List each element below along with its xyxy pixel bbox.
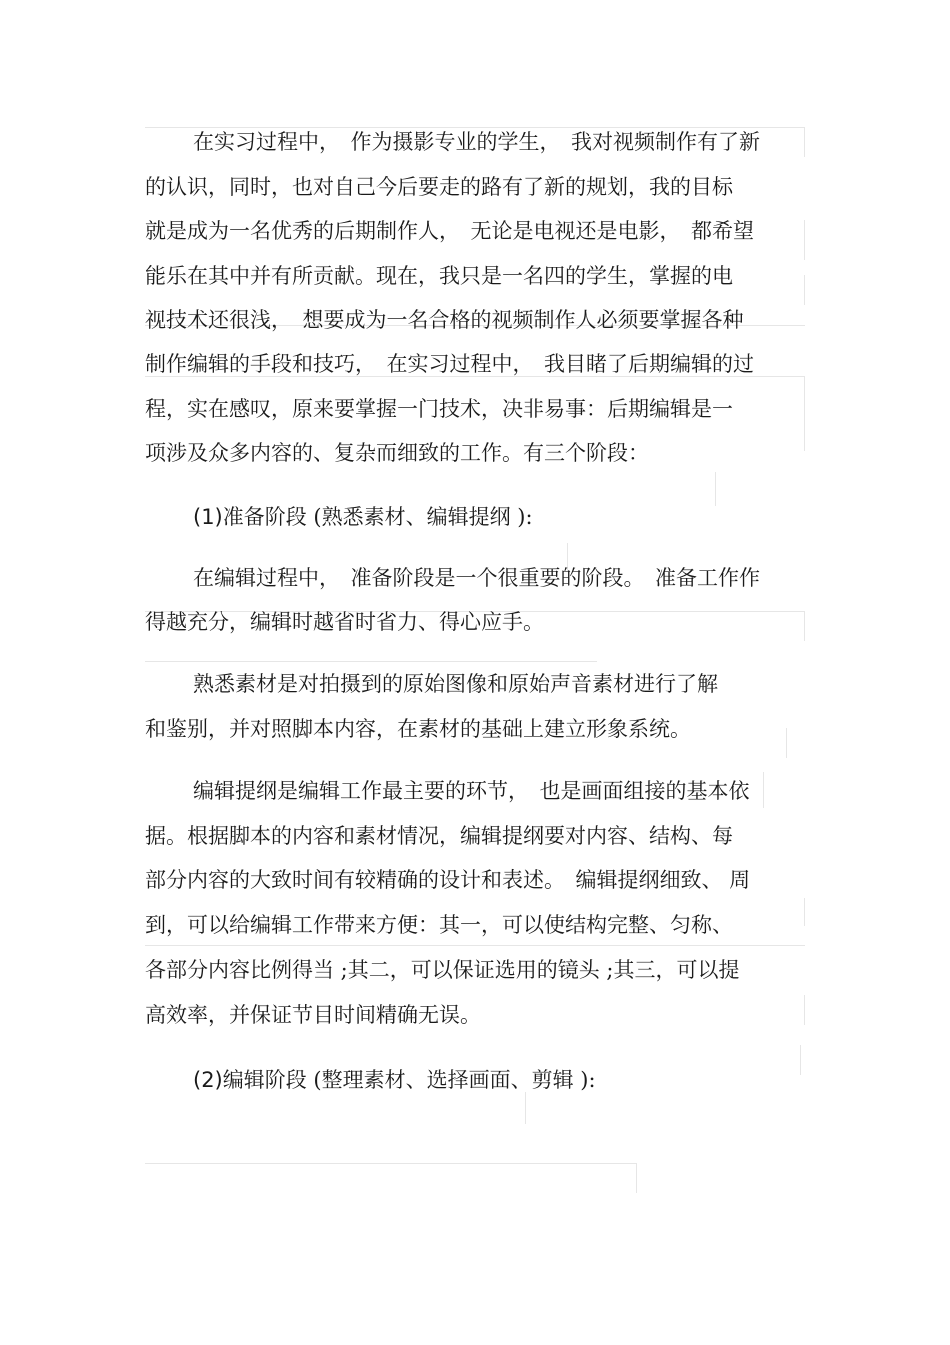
page-rule [800,1045,801,1075]
text-line: 部分内容的大致时间有较精确的设计和表述。 编辑提纲细致、 周 [145,868,751,892]
text-line: 到，可以给编辑工作带来方便：其一，可以使结构完整、匀称、 [145,913,733,937]
heading-number: (2) [193,1068,223,1092]
page-rule [804,376,805,451]
page-rule [804,127,805,157]
text-line: 能乐在其中并有所贡献。现在，我只是一名四的学生，掌握的电 [145,264,733,288]
page-rule [804,898,805,926]
text-line: 项涉及众多内容的、复杂而细致的工作。有三个阶段： [145,441,649,465]
page-rule [145,661,597,662]
text-line: 程，实在感叹，原来要掌握一门技术，决非易事：后期编辑是一 [145,397,733,421]
heading-text: 编辑阶段 (整理素材、选择画面、剪辑 ): [222,1068,596,1092]
heading-number: (1) [193,505,223,529]
text-line: 编辑提纲是编辑工作最主要的环节， 也是画面组接的基本依 [193,779,750,803]
text-line: 得越充分，编辑时越省时省力、得心应手。 [145,610,544,634]
text-line: 和鉴别，并对照脚本内容，在素材的基础上建立形象系统。 [145,717,691,741]
section-heading-editing [193,1066,596,1094]
text-line: 视技术还很浅， 想要成为一名合格的视频制作人必须要掌握各种 [145,308,744,332]
page-rule [525,1092,526,1124]
text-line: 据。根据脚本的内容和素材情况，编辑提纲要对内容、结构、每 [145,824,733,848]
page-rule [804,995,805,1025]
text-line: 熟悉素材是对拍摄到的原始图像和原始声音素材进行了解 [193,672,718,696]
text-line: 在编辑过程中， 准备阶段是一个很重要的阶段。 准备工作作 [193,566,760,590]
page-rule [804,220,805,260]
page-rule [763,772,764,808]
text-line: 各部分内容比例得当 ;其二，可以保证选用的镜头 ;其三，可以提 [145,958,740,982]
heading-text: 准备阶段 (熟悉素材、编辑提纲 ): [222,505,533,529]
section-heading-preparation [193,503,533,531]
page-rule [145,945,805,946]
text-line: 就是成为一名优秀的后期制作人， 无论是电视还是电影， 都希望 [145,219,754,243]
page-rule [804,611,805,641]
page-rule [715,472,716,506]
page-rule [786,728,787,758]
text-line: 在实习过程中， 作为摄影专业的学生， 我对视频制作有了新 [193,130,760,154]
text-line: 高效率，并保证节目时间精确无误。 [145,1003,481,1027]
text-line: 的认识，同时，也对自己今后要走的路有了新的规划，我的目标 [145,175,733,199]
page-rule [636,1163,637,1193]
page-rule [804,275,805,305]
page-rule [145,1163,637,1164]
text-line: 制作编辑的手段和技巧， 在实习过程中， 我目睹了后期编辑的过 [145,352,754,376]
